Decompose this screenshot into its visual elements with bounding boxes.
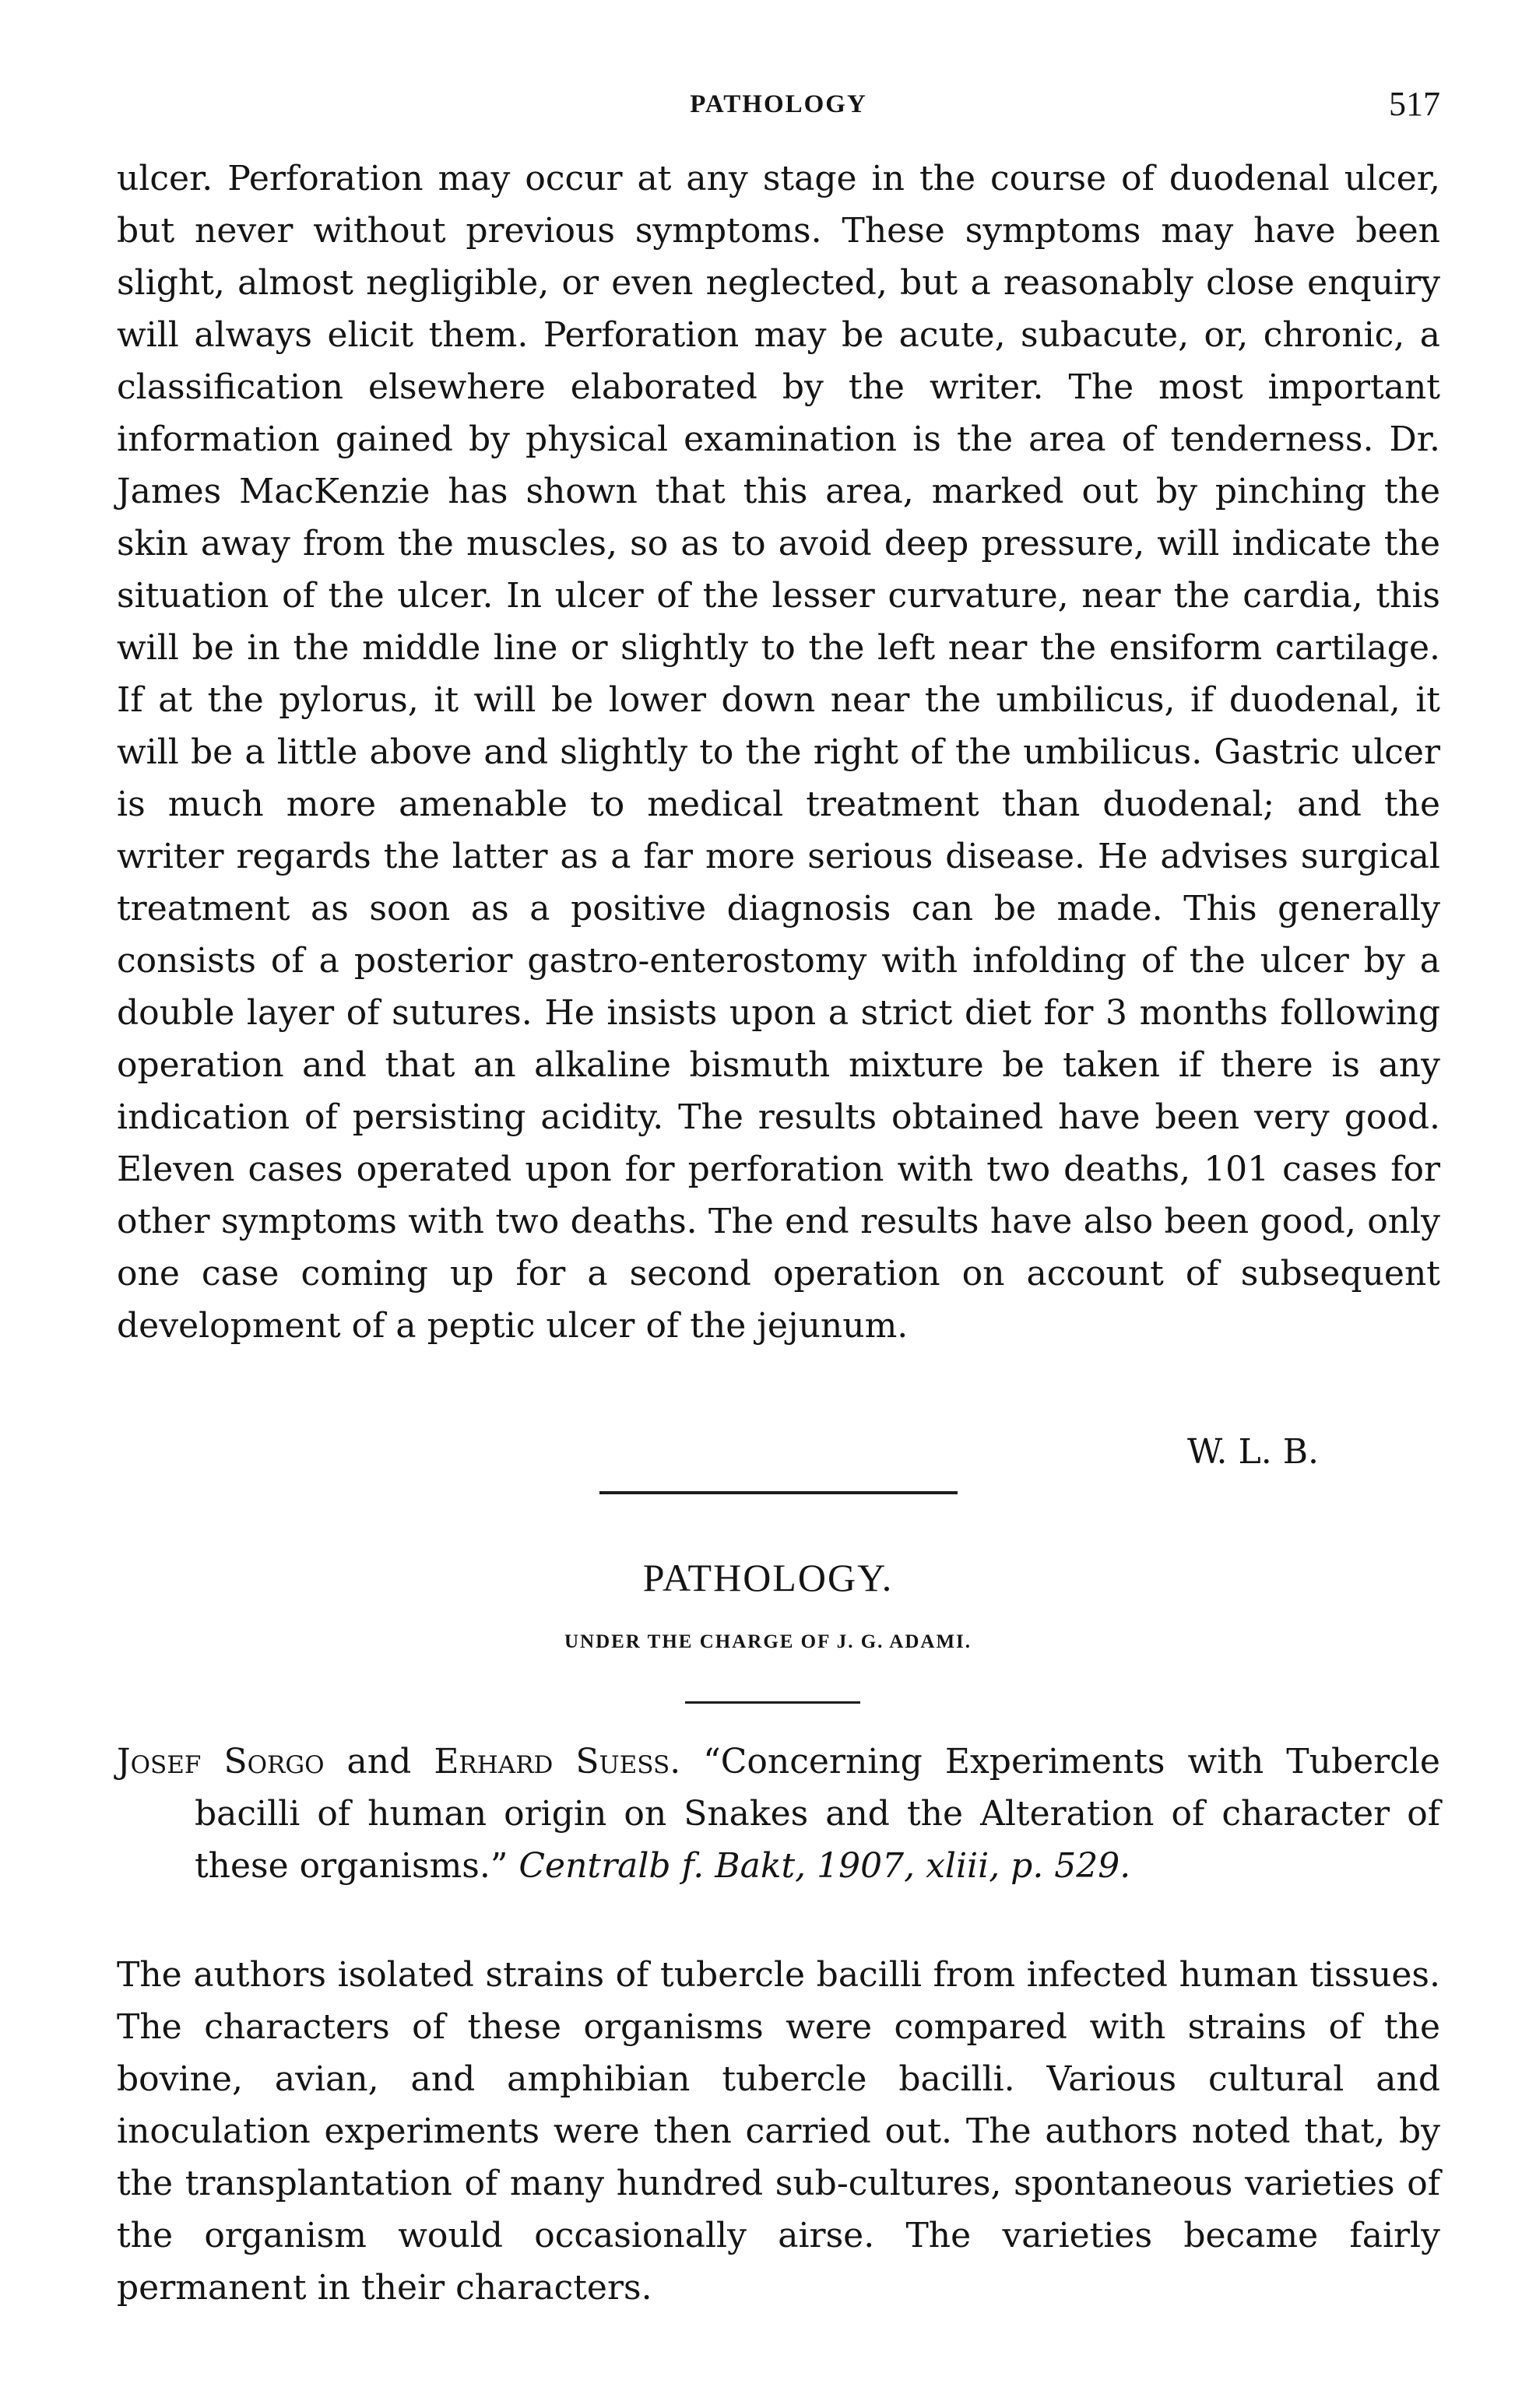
heading-rule: [685, 1701, 860, 1704]
running-head-title: PATHOLOGY: [690, 90, 867, 118]
continued-paragraph: ulcer. Perforation may occur at any stage in the course of duodenal ulcer, but never without previous symptoms. These symptoms may have been slight, almost negligible, or even neglected, but a reasonably close enquiry will always elicit them. Perforation may be acute, subacute, or, chronic, a classification elsewhere elaborated by the writer. The most important information gained by physical examination is the area of tenderness. Dr. James MacKenzie has shown that this area, marked out by pinching the skin away from the muscles, so as to avoid deep pressure, will indicate the situation of the ulcer. In ulcer of the lesser curvature, near the cardia, this will be in the middle line or slightly to the left near the ensiform cartilage. If at the pylorus, it will be lower down near the umbilicus, if duodenal, it will be a little above and slightly to the right of the umbilicus. Gastric ulcer is much more amenable to medical treatment than duodenal; and the writer regards the latter as a far more serious disease. He advises surgical treatment as soon as a positive diagnosis can be made. This generally consists of a posterior gastro-enterostomy with infolding of the ulcer by a double layer of sutures. He insists upon a strict diet for 3 months following operation and that an alkaline bismuth mixture be taken if there is any indication of persisting acidity. The results obtained have been very good. Eleven cases operated upon for perforation with two deaths, 101 cases for other symptoms with two deaths. The end results have also been good, only one case coming up for a second operation on account of subsequent development of a peptic ulcer of the jejunum.: [117, 159, 1440, 1346]
continued-article: [117, 153, 1440, 1352]
section-heading: PATHOLOGY.: [642, 1556, 894, 1599]
section-editor-line: UNDER THE CHARGE OF J. G. ADAMI.: [564, 1631, 972, 1652]
section-divider: [599, 1491, 958, 1494]
reference-conjunction: and: [346, 1742, 412, 1781]
page-number: 517: [1389, 85, 1440, 123]
author-initials: W. L. B.: [1187, 1432, 1320, 1472]
article-reference: [117, 1736, 1440, 1892]
reference-author-1: Josef Sorgo: [117, 1742, 325, 1781]
running-head: [117, 84, 1440, 131]
reference-title: “Concerning Experiments with Tubercle bacilli of human origin on Snakes and the Alteration of character of these organisms.”: [195, 1742, 1440, 1886]
abstract: [117, 1949, 1440, 2314]
reference-journal: Centralb f. Bakt, 1907, xliii, p. 529.: [518, 1846, 1131, 1886]
abstract-paragraph: The authors isolated strains of tubercle bacilli from infected human tissues. The characters of these organisms were compared with strains of the bovine, avian, and amphibian tubercle bacilli. Various cultural and inoculation experiments were then carried out. The authors noted that, by the transplantation of many hundred sub-cultures, spontaneous varieties of the organism would occasionally airse. The varieties became fairly permanent in their characters.: [117, 1955, 1440, 2308]
reference-author-2: Erhard Suess.: [434, 1742, 681, 1781]
